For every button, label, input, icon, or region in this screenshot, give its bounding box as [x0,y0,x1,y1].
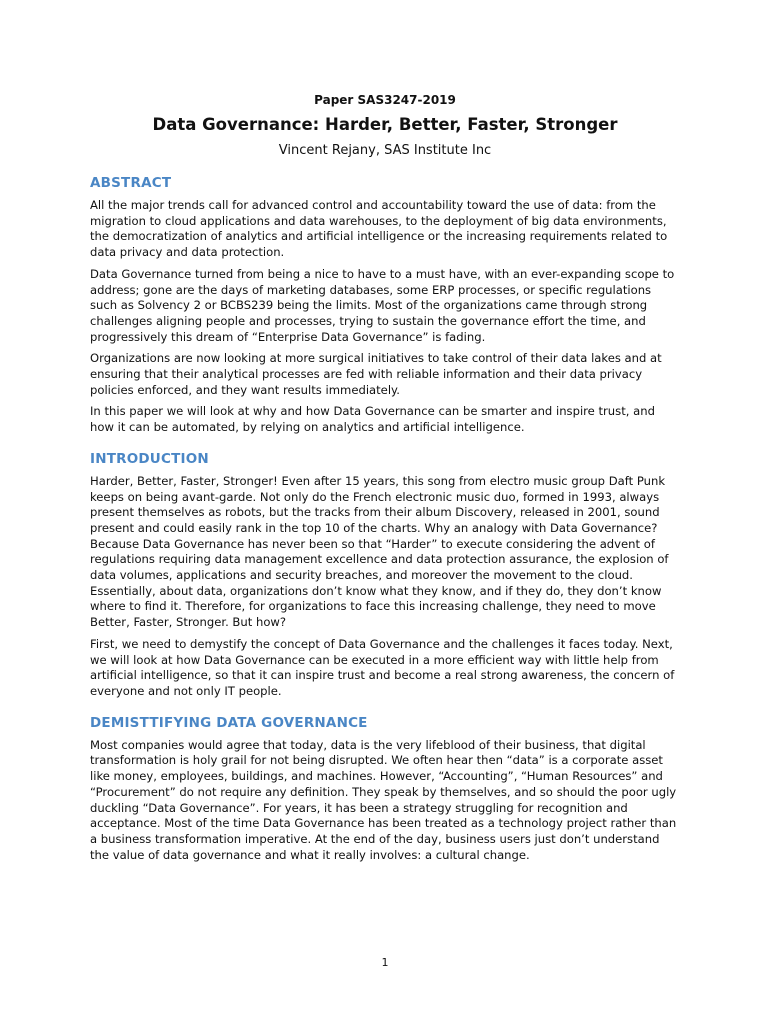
paragraph: All the major trends call for advanced control and accountability toward the use of data: from the migration to cloud applications and data warehouses, to the deployment of big data environments, the democratization of analytics and artificial intelligence or the increasing requirements related to data privacy and data protection. [90,198,668,260]
paragraph: In this paper we will look at why and how Data Governance can be smarter and inspire trust, and how it can be automated, by relying on analytics and artificial intelligence. [90,404,655,435]
paragraph: Data Governance turned from being a nice to have to a must have, with an ever-expanding scope to address; gone are the days of marketing databases, some ERP processes, or specific regulations such as Solvency 2 or BCBS239 being the limits. Most of the organizations came through strong challenges aligning people and processes, trying to sustain the governance effort the time, and progressively this dream of “Enterprise Data Governance” is fading. [90,266,675,344]
section-demystifying [90,714,680,864]
page-number: 1 [381,956,389,969]
section-heading: INTRODUCTION [90,450,209,467]
paper-title: Data Governance: Harder, Better, Faster, Stronger [152,115,618,134]
paragraph: Most companies would agree that today, data is the very lifeblood of their business, that digital transformation is holy grail for not being disrupted. We often hear then “data” is a corporate asset like money, employees, buildings, and machines. However, “Accounting”, “Human Resources” and “Procurement” do not require any definition. They speak by themselves, and so should the poor ugly duckling “Data Governance”. For years, it has been a strategy struggling for recognition and acceptance. Most of the time Data Governance has been treated as a technology project rather than a business transformation imperative. At the end of the day, business users just don’t understand the value of data governance and what it really involves: a cultural change. [90,737,677,862]
paper-page [90,92,680,877]
section-heading: DEMISTTIFYING DATA GOVERNANCE [90,714,368,731]
section-heading: ABSTRACT [90,175,172,191]
paper-id: Paper SAS3247-2019 [314,93,456,107]
paragraph: First, we need to demystify the concept of Data Governance and the challenges it faces today. Next, we will look at how Data Governance can be executed in a more efficient way with little help from artificial intelligence, so that it can inspire trust and become a real strong awareness, the concern of everyone and not only IT people. [90,636,675,698]
section-abstract [90,174,680,436]
paragraph: Organizations are now looking at more surgical initiatives to take control of their data lakes and at ensuring that their analytical processes are fed with reliable information and their data privacy policies enforced, and they want results immediately. [90,351,662,397]
paragraph: Harder, Better, Faster, Stronger! Even after 15 years, this song from electro music group Daft Punk keeps on being avant-garde. Not only do the French electronic music duo, formed in 1993, always present themselves as robots, but the tracks from their album Discovery, released in 2001, sound present and could easily rank in the top 10 of the charts. Why an analogy with Data Governance? Because Data Governance has never been so that “Harder” to execute considering the advent of regulations requiring data management excellence and data protection assurance, the explosion of data volumes, applications and security breaches, and moreover the movement to the cloud. Essentially, about data, organizations don’t know what they know, and if they do, they don’t know where to find it. Therefore, for organizations to face this increasing challenge, they need to move Better, Faster, Stronger. But how? [90,473,669,630]
author-line: Vincent Rejany, SAS Institute Inc [278,143,492,158]
section-introduction [90,450,680,700]
